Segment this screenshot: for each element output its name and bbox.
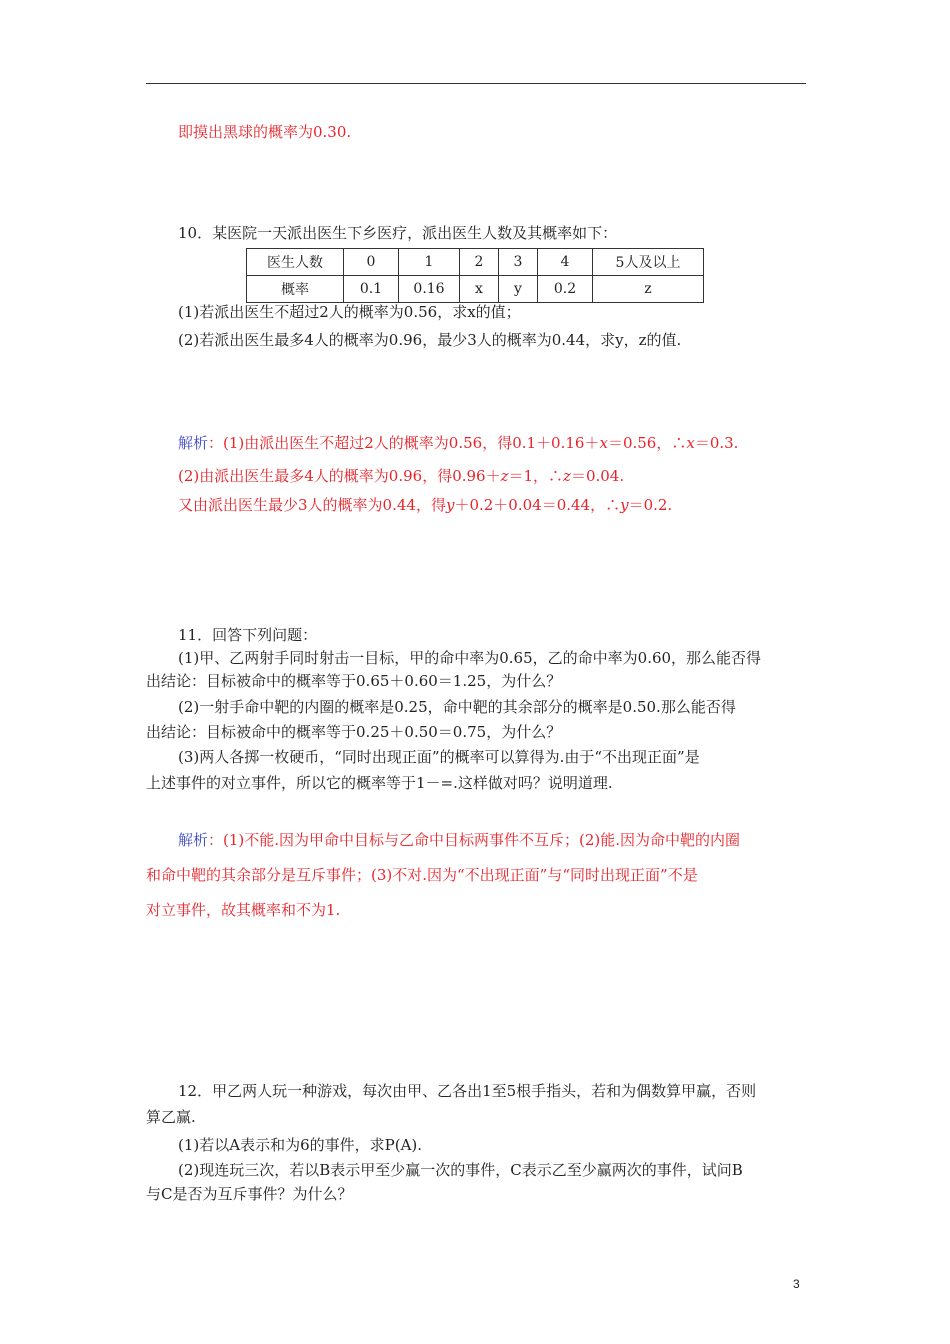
- var-z: z: [563, 467, 571, 485]
- table-row: [247, 249, 704, 276]
- table-cell: 5人及以上: [593, 249, 704, 276]
- q10-solution-line2: [178, 465, 624, 487]
- page-number: 3: [793, 1277, 800, 1291]
- solution-label: 解析: [178, 831, 209, 849]
- q11-part3-line1: (3)两人各掷一枚硬币，“同时出现正面”的概率可以算得为.由于“不出现正面”是: [178, 748, 700, 766]
- solution-text: ：(1)不能.因为甲命中目标与乙命中目标两事件不互斥；(2)能.因为命中靶的内圈: [208, 831, 741, 849]
- q11-solution-line1: [178, 829, 740, 851]
- solution-text: ＋0.2＋0.04＝0.44，∴: [454, 496, 621, 514]
- q10-stem: 10．某医院一天派出医生下乡医疗，派出医生人数及其概率如下：: [178, 224, 618, 242]
- solution-text: ＝0.2.: [628, 496, 673, 514]
- table-cell: y: [499, 276, 538, 303]
- q10-solution-line1: [178, 432, 738, 454]
- q10-part1: (1)若派出医生不超过2人的概率为0.56，求x的值；: [178, 303, 521, 321]
- q11-part3-line2: 上述事件的对立事件，所以它的概率等于1－=.这样做对吗？说明道理.: [146, 774, 613, 792]
- q11-part2-line2: 出结论：目标被命中的概率等于0.25＋0.50＝0.75，为什么？: [146, 723, 562, 741]
- table-cell: 0.16: [399, 276, 460, 303]
- table-cell: 1: [399, 249, 460, 276]
- q11-part2-line1: (2)一射手命中靶的内圈的概率是0.25，命中靶的其余部分的概率是0.50.那么能否得: [178, 698, 736, 716]
- solution-text: 又由派出医生最少3人的概率为0.44，得: [178, 496, 446, 514]
- distribution-table: [246, 248, 704, 303]
- q11-part1-line2: 出结论：目标被命中的概率等于0.65＋0.60＝1.25，为什么？: [146, 672, 562, 690]
- solution-text: ＝0.3.: [694, 434, 739, 452]
- var-x: x: [686, 434, 695, 452]
- q10-part2: (2)若派出医生最多4人的概率为0.96，最少3人的概率为0.44，求y，z的值.: [178, 331, 682, 349]
- table-cell: 概率: [247, 276, 344, 303]
- table-cell: 3: [499, 249, 538, 276]
- q10-solution-line3: [178, 494, 672, 516]
- table-cell: x: [460, 276, 499, 303]
- q12-part2-line2: 与C是否为互斥事件？为什么？: [146, 1185, 353, 1203]
- var-y: y: [620, 496, 629, 514]
- solution-label: 解析: [178, 434, 209, 452]
- table-cell: 0.2: [538, 276, 593, 303]
- solution-text: (2)由派出医生最多4人的概率为0.96，得0.96＋: [178, 467, 501, 485]
- solution-text: ＝1，∴: [508, 467, 564, 485]
- table-cell: 0: [344, 249, 399, 276]
- table-cell: 0.1: [344, 276, 399, 303]
- solution-text: ：(1)由派出医生不超过2人的概率为0.56，得0.1＋0.16＋: [208, 434, 600, 452]
- var-y: y: [445, 496, 455, 514]
- table-cell: 4: [538, 249, 593, 276]
- header-rule: [146, 83, 806, 84]
- q12-part2-line1: (2)现连玩三次，若以B表示甲至少赢一次的事件，C表示乙至少赢两次的事件，试问B: [178, 1161, 743, 1179]
- q11-solution-line3: 对立事件，故其概率和不为1.: [146, 901, 341, 919]
- table-cell: z: [593, 276, 704, 303]
- intro-answer: 即摸出黑球的概率为0.30.: [178, 123, 352, 141]
- q12-line2: 算乙赢.: [146, 1108, 196, 1126]
- table-cell: 医生人数: [247, 249, 344, 276]
- table-cell: 2: [460, 249, 499, 276]
- q11-part1-line1: (1)甲、乙两射手同时射击一目标，甲的命中率为0.65，乙的命中率为0.60，那么能否得: [178, 649, 762, 667]
- solution-text: ＝0.56，∴: [607, 434, 687, 452]
- q12-part1: (1)若以A表示和为6的事件，求P(A).: [178, 1136, 423, 1154]
- q11-solution-line2: 和命中靶的其余部分是互斥事件；(3)不对.因为“不出现正面”与“同时出现正面”不是: [146, 866, 698, 884]
- solution-text: ＝0.04.: [570, 467, 625, 485]
- var-z: z: [500, 467, 509, 485]
- q12-line1: 12．甲乙两人玩一种游戏，每次由甲、乙各出1至5根手指头，若和为偶数算甲赢，否则: [178, 1082, 757, 1100]
- q11-stem: 11．回答下列问题：: [178, 626, 318, 644]
- table-row: [247, 276, 704, 303]
- var-x: x: [599, 434, 608, 452]
